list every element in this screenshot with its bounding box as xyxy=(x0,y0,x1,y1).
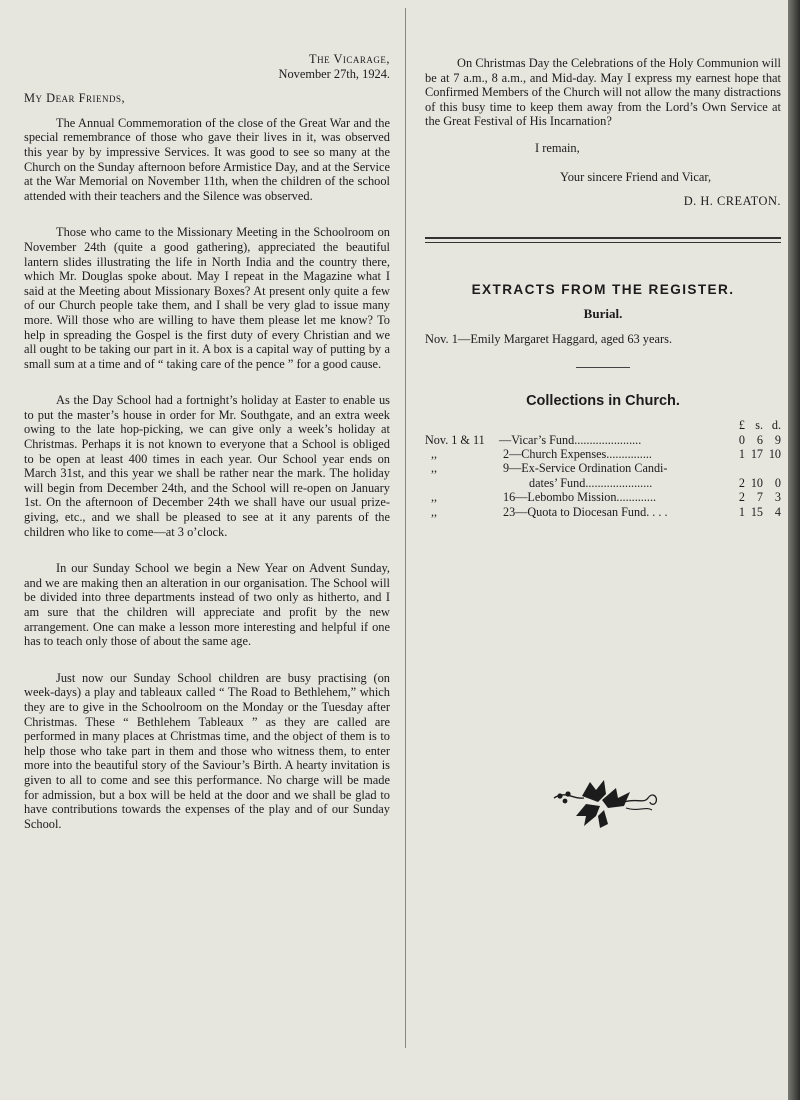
letter-paragraph-day-school: As the Day School had a fortnight’s holiday at Easter to enable us to put the master’s house in order for Mr. Southgate, and an extra week owing to the late hop-picking, we can give only a week’s holiday at Christmas. Perhaps it is not known to everyone that a School is obliged to be open at least 400 times in each year. Our School year ends on March 31st, and this year we shall be rather near the mark. The holiday will begin from December 24th, and the School will re-open on January 1st. On the afternoon of December 24th we shall have our usual prize-giving, etc., and we shall be pleased to see at it any parents of the children who like to come—at 3 o’clock. xyxy=(24,393,390,539)
row-item: 2—Church Expenses xyxy=(503,446,607,461)
currency-header-pounds: £ xyxy=(738,418,745,433)
register-burial-entry: Nov. 1—Emily Margaret Haggard, aged 63 years. xyxy=(425,331,673,346)
letter-paragraph-missionary: Those who came to the Missionary Meeting in the Schoolroom on November 24th (quite a good gathering), appreciated the beautiful lantern slides illustrating the life in North India and the country there, which Mr. Douglas spoke about. May I repeat in the Magazine what I said at the Meeting about Missionary Boxes? At present only quite a few of our Church people take them, and I shall be very glad to issue many more. Will those who are willing to have them please let me know? To help in spreading the Gospel is the first duty of every Christian and we all ought to be taking our part in it. A box is a capital way of putting by a small sum at a time and of “ taking care of the pence ” for a good cause. xyxy=(24,225,390,371)
holly-ornament-icon xyxy=(546,776,664,832)
row-pounds: 0 xyxy=(738,432,745,447)
row-shillings: 17 xyxy=(750,446,763,461)
letter-salutation: My Dear Friends, xyxy=(24,91,126,106)
row-shillings: 7 xyxy=(756,490,763,505)
currency-header-pence: d. xyxy=(771,418,781,433)
collections-header-row xyxy=(425,418,781,432)
row-pence: 4 xyxy=(774,504,781,519)
letter-date: November 27th, 1924. xyxy=(278,66,390,81)
short-divider xyxy=(576,367,630,368)
collections-table xyxy=(425,418,781,519)
letter-closing-remain: I remain, xyxy=(535,140,580,155)
row-pounds: 2 xyxy=(738,490,745,505)
row-item: dates’ Fund xyxy=(529,475,586,490)
row-pence: 3 xyxy=(774,490,781,505)
table-row: ,, 23—Quota to Diocesan Fund. . . . 1 15 4 xyxy=(425,505,781,519)
row-item: 9—Ex-Service Ordination Candi- xyxy=(503,461,668,476)
column-divider xyxy=(405,8,406,1048)
row-date: ,, xyxy=(431,461,438,476)
letter-closing-friend: Your sincere Friend and Vicar, xyxy=(560,169,712,184)
table-row xyxy=(425,461,781,475)
row-date: Nov. 1 & 11 xyxy=(425,432,485,447)
page-binding-edge xyxy=(788,0,800,1100)
letter-signature: D. H. CREATON. xyxy=(683,194,781,209)
row-shillings: 6 xyxy=(756,432,763,447)
row-pence: 9 xyxy=(774,432,781,447)
row-date: ,, xyxy=(431,446,438,461)
row-item: —Vicar’s Fund xyxy=(499,432,575,447)
section-double-rule xyxy=(425,237,781,243)
table-row: ,, 2—Church Expenses............... 1 17 10 xyxy=(425,447,781,461)
row-pounds: 1 xyxy=(738,446,745,461)
right-column xyxy=(425,56,781,519)
table-row: Nov. 1 & 11 —Vicar’s Fund...................... 0 6 9 xyxy=(425,432,781,447)
letter-left-column xyxy=(24,52,390,831)
row-item: 23—Quota to Diocesan Fund xyxy=(503,504,647,519)
row-pence: 0 xyxy=(774,475,781,490)
row-pence: 10 xyxy=(768,446,781,461)
row-shillings: 10 xyxy=(750,475,763,490)
register-subtitle: Burial. xyxy=(583,306,623,322)
table-row: dates’ Fund...................... 2 10 0 xyxy=(529,475,781,490)
row-date: ,, xyxy=(431,490,438,505)
table-row: ,, 16—Lebombo Mission............. 2 7 3 xyxy=(425,490,781,504)
row-item: 16—Lebombo Mission xyxy=(503,490,617,505)
register-title: EXTRACTS FROM THE REGISTER. xyxy=(471,281,735,297)
letter-address: The Vicarage, xyxy=(309,52,390,66)
letter-paragraph-sunday-school: In our Sunday School we begin a New Year on Advent Sunday, and we are making then an alteration in our organisation. The School will be divided into three departments instead of two only as hitherto, and I am sure that the children will appreciate and profit by the new arrangement. One can make a lesson more interesting and helpful if one has to teach only those of about the same age. xyxy=(24,561,390,649)
row-shillings: 15 xyxy=(750,504,763,519)
currency-header-shillings: s. xyxy=(755,418,763,433)
collections-title: Collections in Church. xyxy=(526,392,680,409)
letter-paragraph-tableaux: Just now our Sunday School children are busy practising (on week-days) a play and tableaux called “ The Road to Bethlehem,” which they are to give in the Schoolroom on the Monday or the Tuesday after Christmas. These “ Bethlehem Tableaux ” as they are called are performed in many places at Christmas time, and the object of them is to help those who take part in them and those who witness them, to enter more into the beautiful story of the Saviour’s Birth. A hearty invitation is given to all to come and see this performance. No charge will be made for admission, but a box will be held at the door and we shall be glad to have contributions towards the expenses of the play and of our Sunday School. xyxy=(24,670,390,831)
row-pounds: 1 xyxy=(738,504,745,519)
row-date: ,, xyxy=(431,504,438,519)
letter-paragraph-armistice: The Annual Commemoration of the close of the Great War and the special remembrance of those who gave their lives in it, was observed this year by by impressive Services. It was good to see so many at the Church on the Sunday afternoon before Armistice Day, and at the Service at the War Memorial on November 11th, when the children of the school attended with their teachers and the Silence was observed. xyxy=(24,115,390,203)
row-pounds: 2 xyxy=(738,475,745,490)
letter-paragraph-christmas: On Christmas Day the Celebrations of the Holy Communion will be at 7 a.m., 8 a.m., and Mid-day. May I express my earnest hope that Confirmed Members of the Church will not allow the many distractions of this busy time to keep them away from the Lord’s Own Service at the Great Festival of His Incarnation? xyxy=(425,56,781,129)
